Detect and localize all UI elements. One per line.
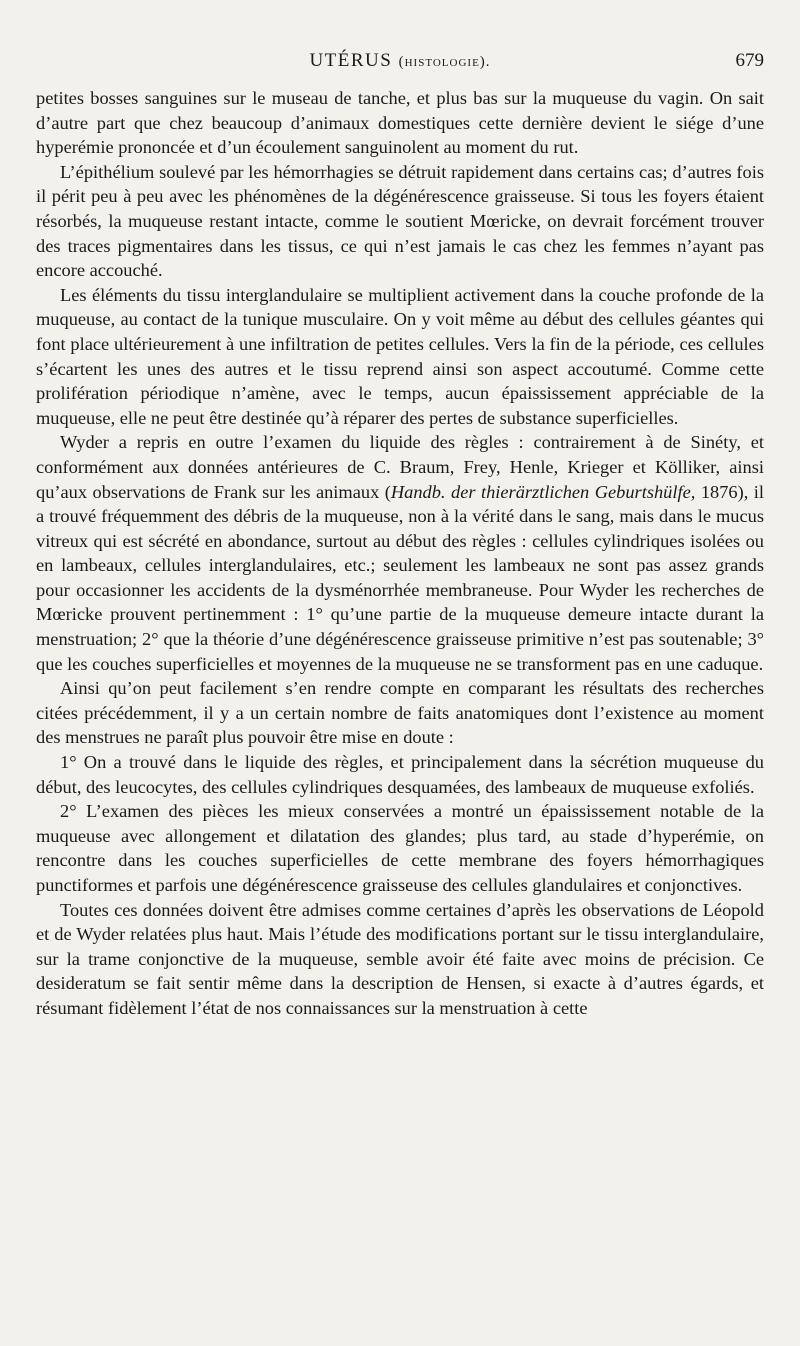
running-title-main: UTÉRUS	[309, 50, 393, 71]
paragraph-3: Les éléments du tissu interglandulaire se multiplient activement dans la couche profonde de la muqueuse, au contact de la tunique musculaire. On y voit même au début des cellules géantes qui font place ultérieurement à une infiltration de petites cellules. Vers la fin de la période, ces cellules s’écartent les unes des autres et le tissu reprend ainsi son aspect accoutumé. Comme cette prolifération périodique n’amène, avec le temps, aucun épaississement appréciable de la muqueuse, elle ne peut être destinée qu’à réparer des pertes de substance superficielles.	[36, 284, 764, 428]
body-text	[36, 86, 764, 1021]
page-number: 679	[735, 50, 764, 71]
book-title: Handb. der thierärztlichen Geburtshülfe,	[390, 481, 696, 502]
paragraph-1: petites bosses sanguines sur le museau de tanche, et plus bas sur la muqueuse du vagin. On sait d’autre part que chez beaucoup d’animaux domestiques cette dernière devient le siége d’une hyperémie prononcée et d’un écoulement sanguinolent au moment du rut.	[36, 88, 764, 158]
running-header	[36, 50, 764, 80]
paragraph-7: 2° L’examen des pièces les mieux conservées a montré un épaississement notable de la muqueuse avec allongement et dilatation des glandes; plus tard, au stade d’hyperémie, on rencontre dans les couches superficielles de cette membrane des foyers hémorrhagiques punctiformes et parfois une dégénérescence graisseuse des cellules glandulaires et conjonctives.	[36, 801, 764, 895]
paragraph-8: Toutes ces données doivent être admises comme certaines d’après les observations de Léopold et de Wyder relatées plus haut. Mais l’étude des modifications portant sur le tissu interglandulaire, sur la trame conjonctive de la muqueuse, semble avoir été faite avec moins de précision. Ce desideratum se fait sentir même dans la description de Hensen, si exacte à d’autres égards, et résumant fidèlement l’état de nos connaissances sur la menstruation à cette	[36, 899, 764, 1018]
running-title-sub: (histologie).	[398, 54, 491, 70]
paragraph-4-part-2: 1876), il a trouvé fréquemment des débris de la muqueuse, non à la vérité dans le sang, mais dans le mucus vitreux qui est sécrété en abondance, surtout au début des règles : cellules cylindriques isolées ou en lambeaux, cellules interglandulaires, etc.; seulement les lambeaux ne sont pas assez grands pour occasionner les accidents de la dysménorrhée membraneuse. Pour Wyder les recherches de Mœricke prouvent pertinemment : 1° qu’une partie de la muqueuse demeure intacte durant la menstruation; 2° que la théorie d’une dégénérescence graisseuse primitive n’est pas soutenable; 3° que les couches superficielles et moyennes de la muqueuse ne se transforment pas en une caduque.	[36, 481, 765, 674]
paragraph-4-part-1: Wyder a repris en outre l’examen du liquide des règles : contrairement à de Sinéty, et conformément aux données antérieures de C. Braum, Frey, Henle, Krieger et Kölliker, ainsi qu’aux observations de Frank sur les animaux (	[36, 432, 764, 502]
paragraph-6: 1° On a trouvé dans le liquide des règles, et principalement dans la sécrétion muqueuse du début, des leucocytes, des cellules cylindriques desquamées, des lambeaux de muqueuse exfoliés.	[36, 752, 764, 797]
paragraph-5: Ainsi qu’on peut facilement s’en rendre compte en comparant les résultats des recherches citées précédemment, il y a un certain nombre de faits anatomiques dont l’existence au moment des menstrues ne paraît plus pouvoir être mise en doute :	[36, 678, 764, 748]
paragraph-2: L’épithélium soulevé par les hémorrhagies se détruit rapidement dans certains cas; d’autres fois il périt peu à peu avec les phénomènes de la dégénérescence graisseuse. Si tous les foyers étaient résorbés, la muqueuse restant intacte, comme le soutient Mœricke, on devrait forcément trouver des traces pigmentaires dans les tissus, ce qui n’est jamais le cas chez les femmes n’ayant pas encore accouché.	[36, 161, 764, 281]
running-title	[36, 50, 764, 72]
paragraph-4	[36, 430, 764, 676]
